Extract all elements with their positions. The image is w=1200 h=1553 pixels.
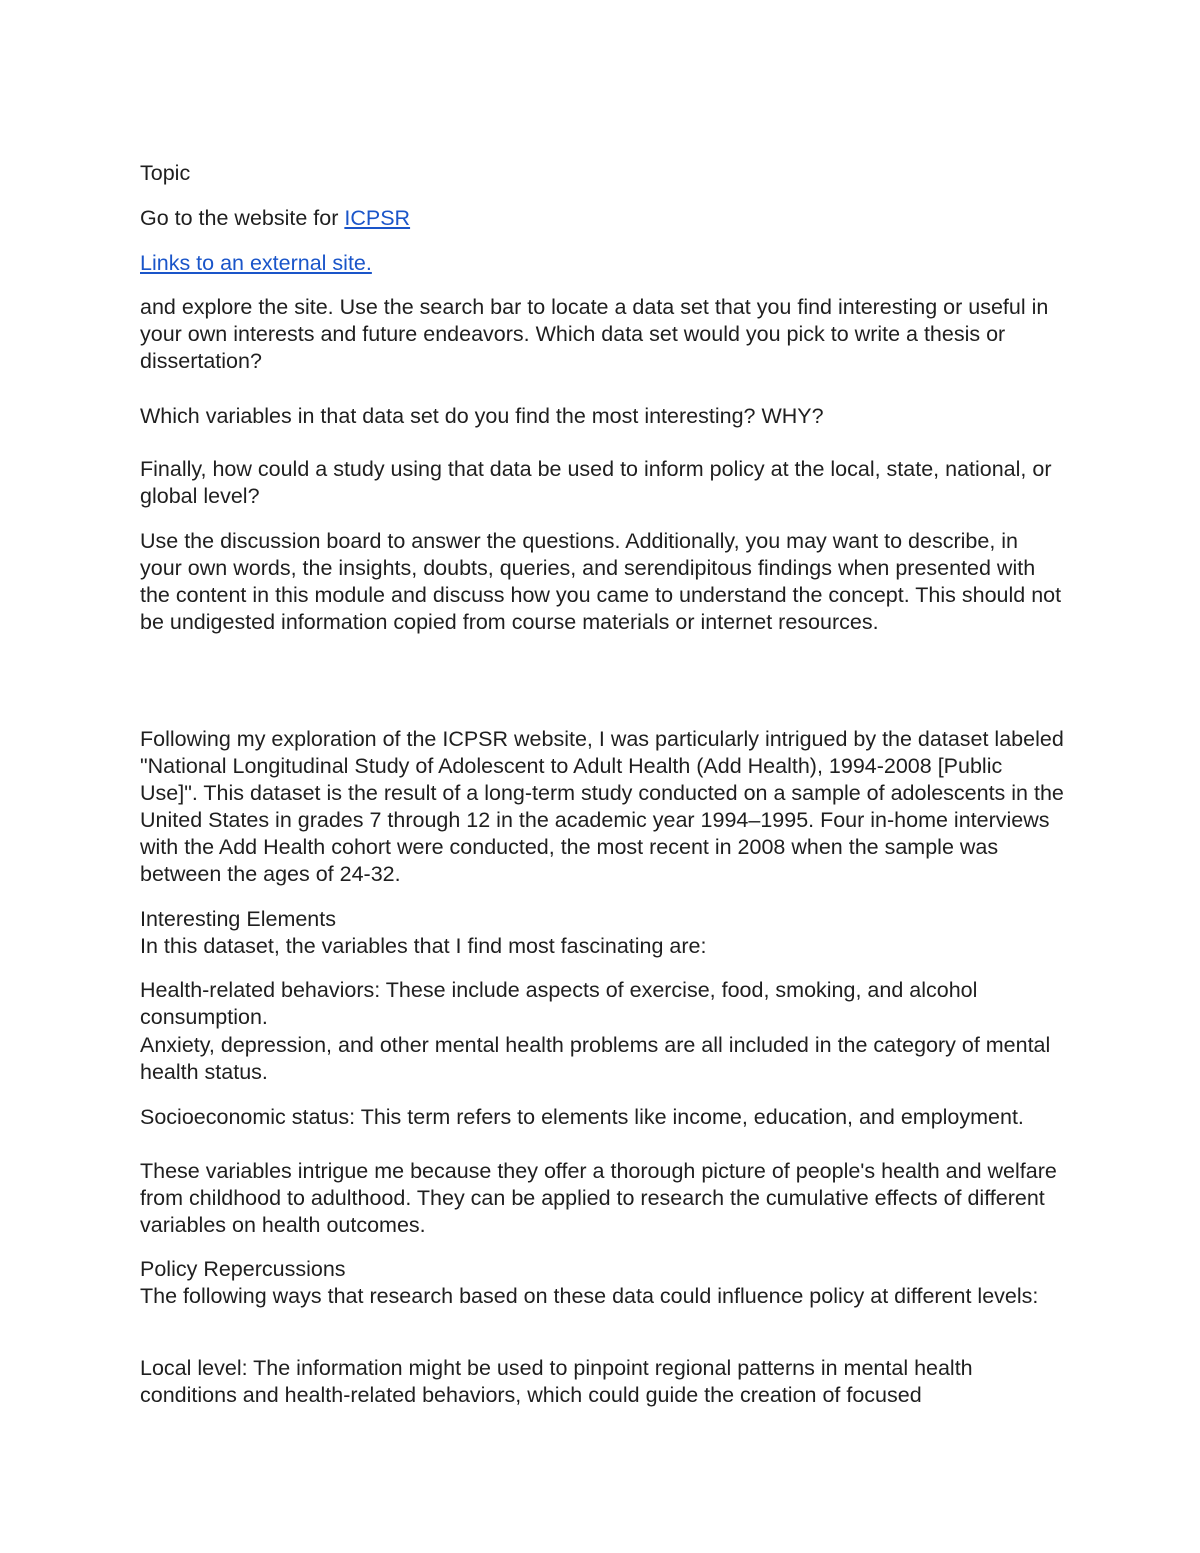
external-site-link[interactable]: Links to an external site. xyxy=(140,251,372,275)
socioeconomic-item: Socioeconomic status: This term refers to elements like income, education, and employment. xyxy=(140,1105,1024,1129)
discussion-instructions: Use the discussion board to answer the questions. Additionally, you may want to describe, in your own words, the insights, doubts, queries, and serendipitous findings when presented with the content in this module and discuss how you came to understand the concept. This should not be undigested information copied from course materials or internet resources. xyxy=(140,529,1062,634)
explore-paragraph: and explore the site. Use the search bar to locate a data set that you find interesting or useful in your own interests and future endeavors. Which data set would you pick to write a thesis or dissertation? xyxy=(140,295,1049,373)
icpsr-link[interactable]: ICPSR xyxy=(344,206,411,230)
policy-question: Finally, how could a study using that data be used to inform policy at the local, state, national, or global level? xyxy=(140,457,1052,508)
interesting-elements-heading: Interesting Elements xyxy=(140,907,336,931)
goto-line xyxy=(140,205,1065,232)
policy-intro: The following ways that research based on these data could influence policy at different levels: xyxy=(140,1284,1039,1308)
exploration-paragraph: Following my exploration of the ICPSR website, I was particularly intrigued by the dataset labeled "National Longitudinal Study of Adolescent to Adult Health (Add Health), 1994-2008 [Public Use]". This dataset is the result of a long-term study conducted on a sample of adolescents in the United States in grades 7 through 12 in the academic year 1994–1995. Four in-home interviews with the Add Health cohort were conducted, the most recent in 2008 when the sample was between the ages of 24-32. xyxy=(140,727,1064,886)
topic-heading: Topic xyxy=(140,161,191,185)
local-level-item: Local level: The information might be used to pinpoint regional patterns in mental health conditions and health-related behaviors, which could guide the creation of focused xyxy=(140,1356,973,1407)
goto-prefix: Go to the website for xyxy=(140,206,345,230)
health-behaviors-item: Health-related behaviors: These include aspects of exercise, food, smoking, and alcohol consumption. xyxy=(140,978,978,1029)
interesting-intro: In this dataset, the variables that I find most fascinating are: xyxy=(140,934,707,958)
intrigue-paragraph: These variables intrigue me because they offer a thorough picture of people's health and welfare from childhood to adulthood. They can be applied to research the cumulative effects of different variables on health outcomes. xyxy=(140,1159,1057,1237)
policy-repercussions-heading: Policy Repercussions xyxy=(140,1257,346,1281)
external-link-line xyxy=(140,250,1065,277)
variables-question: Which variables in that data set do you find the most interesting? WHY? xyxy=(140,404,824,428)
mental-health-item: Anxiety, depression, and other mental health problems are all included in the category of mental health status. xyxy=(140,1033,1051,1084)
